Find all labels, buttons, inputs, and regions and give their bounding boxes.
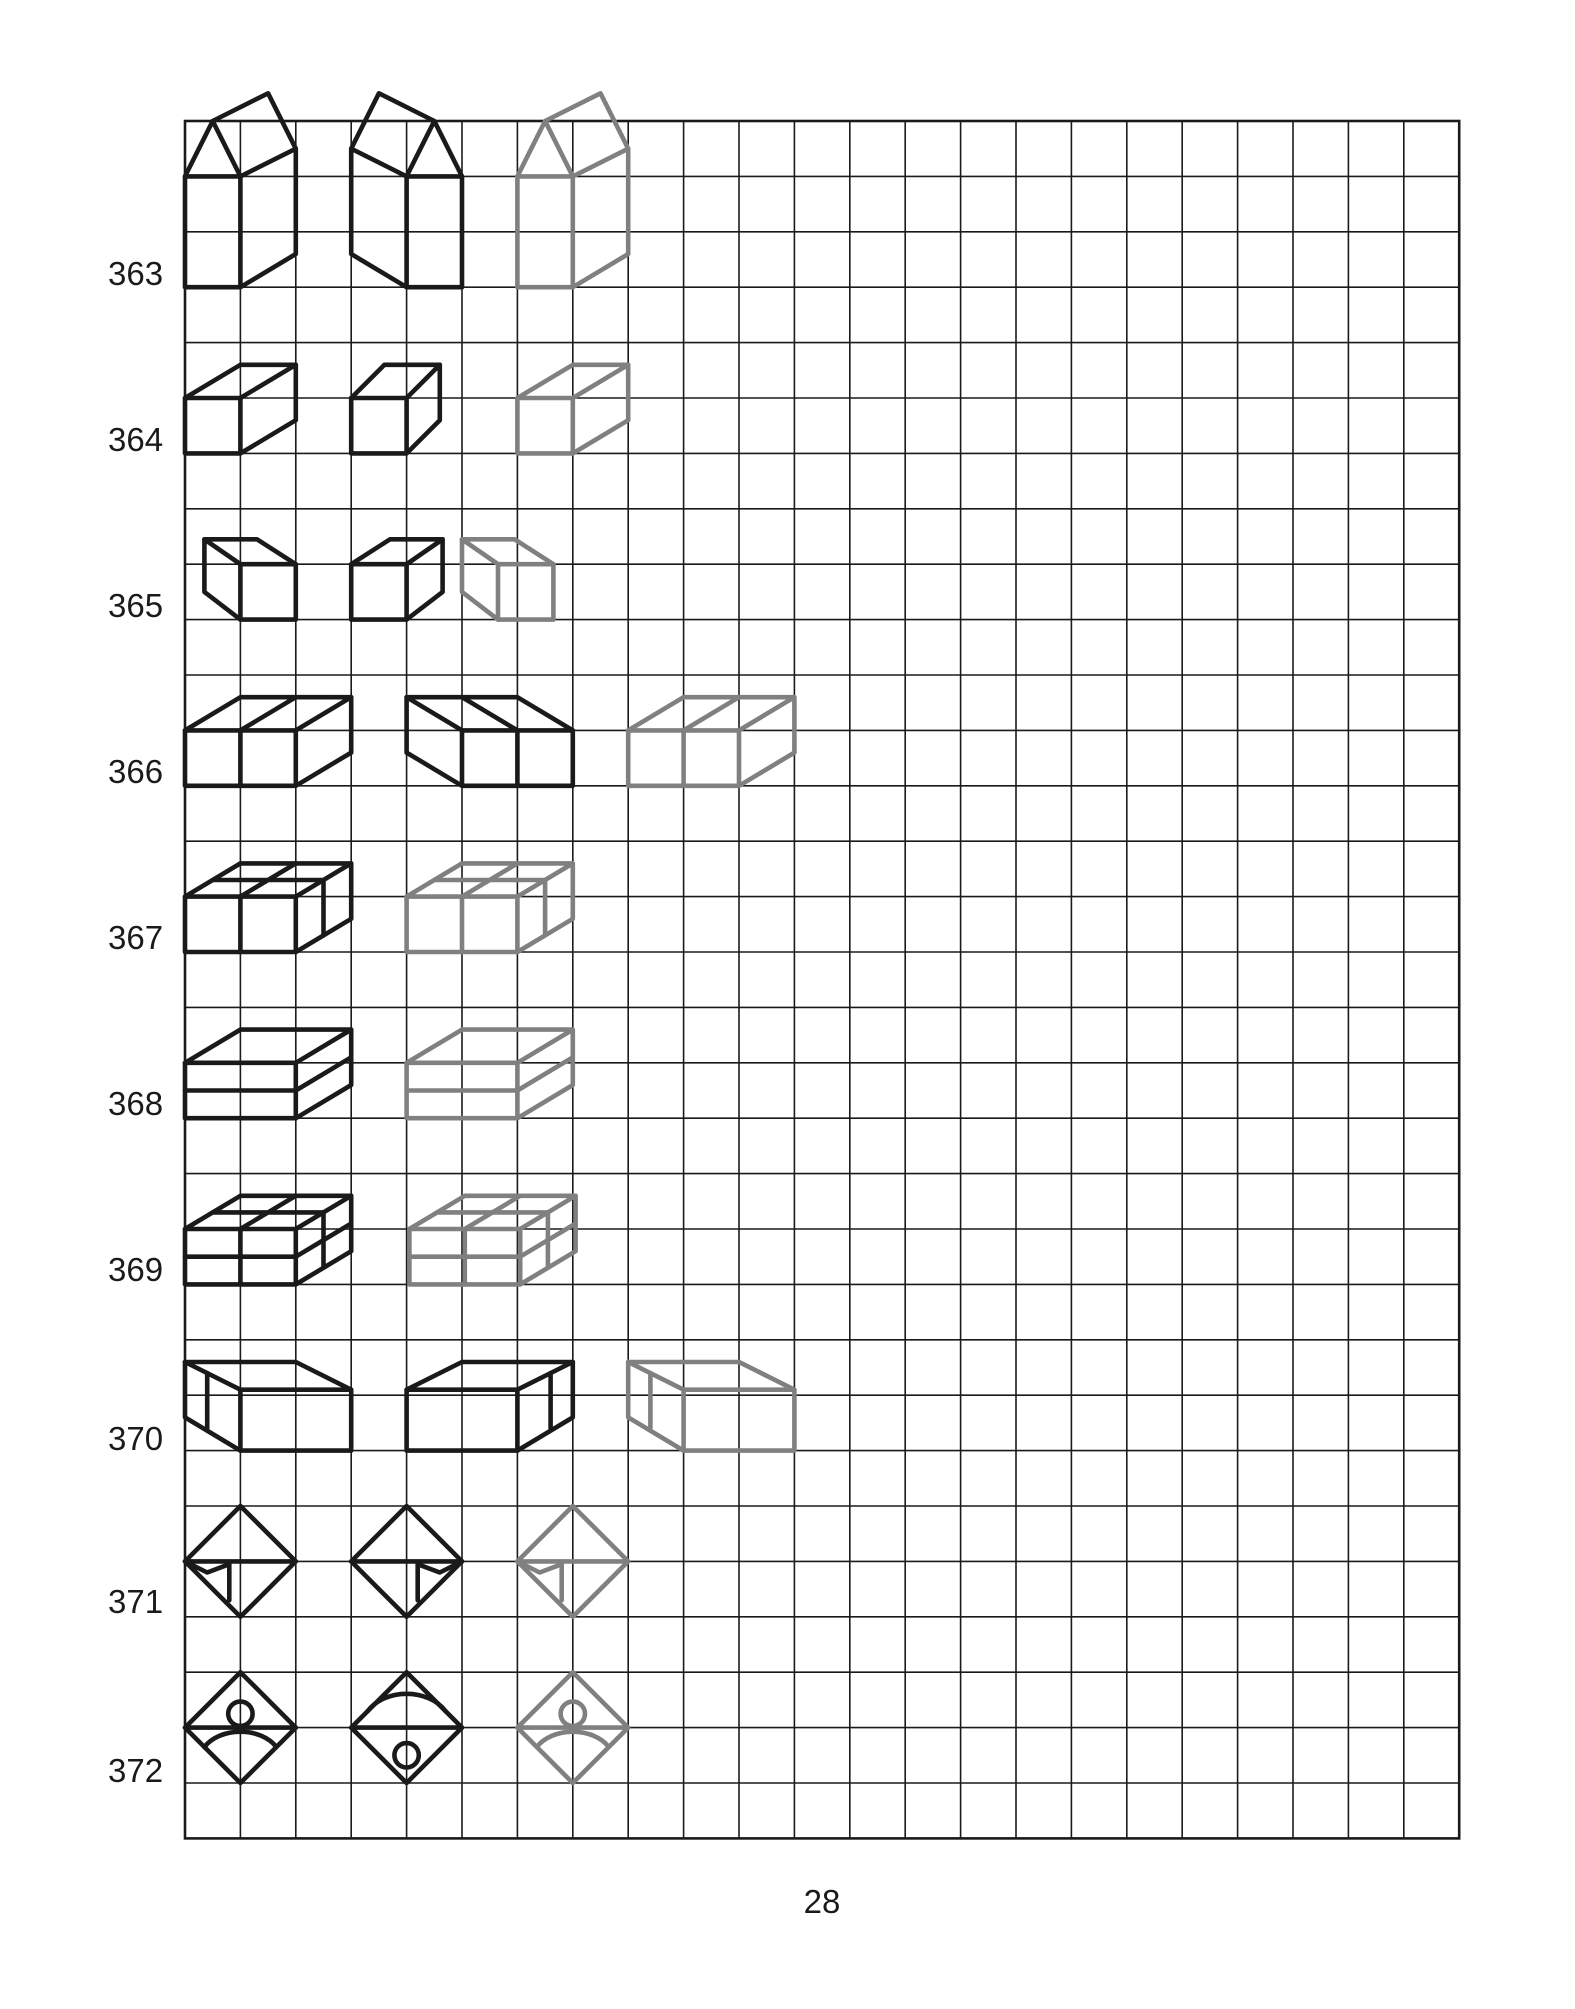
exercise-number-371: 371 — [108, 1583, 164, 1620]
exercise-number-364: 364 — [108, 421, 164, 458]
figure-stroke — [240, 564, 295, 619]
figure-stroke — [628, 1362, 683, 1390]
figure-stroke — [407, 1030, 573, 1063]
figure-368-model — [185, 1030, 351, 1119]
figure-366-trace — [628, 697, 794, 786]
figure-stroke — [462, 697, 517, 730]
figure-367-trace — [407, 863, 573, 952]
figure-stroke — [573, 149, 628, 288]
figure-stroke — [498, 564, 553, 619]
figure-stroke — [351, 564, 406, 619]
figure-stroke — [185, 1362, 240, 1390]
grid-frame — [185, 121, 1459, 1838]
figure-stroke — [185, 121, 240, 176]
figure-stroke — [240, 149, 295, 288]
figure-368-trace — [407, 1030, 573, 1119]
exercise-number-372: 372 — [108, 1752, 164, 1789]
figure-365-model — [204, 539, 295, 619]
exercise-number-366: 366 — [108, 753, 164, 790]
center-dot — [263, 586, 274, 597]
center-dot — [484, 1041, 495, 1052]
figure-stroke — [407, 697, 462, 786]
figure-stroke — [351, 539, 442, 564]
figure-369-trace — [409, 1196, 575, 1285]
figure-stroke — [739, 697, 794, 786]
figure-stroke — [407, 121, 462, 176]
figure-stroke — [517, 1362, 572, 1390]
exercise-number-365: 365 — [108, 587, 164, 624]
figure-stroke — [545, 93, 628, 176]
figure-369-model — [185, 1196, 351, 1285]
figure-stroke — [296, 697, 351, 786]
exercise-number-367: 367 — [108, 919, 164, 956]
figure-stroke — [240, 365, 295, 454]
center-dot — [373, 586, 384, 597]
figure-364-copy — [351, 365, 440, 454]
figure-stroke — [517, 398, 572, 453]
exercise-numbers — [108, 255, 163, 1789]
figure-stroke — [684, 697, 739, 730]
figure-stroke — [204, 539, 295, 564]
center-dot — [263, 1041, 274, 1052]
figure-370-model — [185, 1362, 351, 1451]
figure-366-copy — [407, 697, 573, 786]
figure-stroke — [351, 398, 406, 453]
page-number: 28 — [803, 1883, 841, 1920]
figure-stroke — [351, 149, 406, 288]
exercise-number-369: 369 — [108, 1251, 164, 1288]
figure-stroke — [573, 365, 628, 454]
figures-layer — [185, 93, 794, 1783]
figure-stroke — [351, 93, 434, 176]
figure-stroke — [185, 398, 240, 453]
figure-stroke — [407, 365, 440, 454]
figure-stroke — [351, 365, 440, 398]
figure-stroke — [240, 697, 295, 730]
figure-365-trace — [462, 539, 553, 619]
figure-370-trace — [628, 1362, 794, 1451]
exercise-number-370: 370 — [108, 1420, 164, 1457]
exercise-number-368: 368 — [108, 1085, 164, 1122]
center-dot — [520, 586, 531, 597]
figure-366-model — [185, 697, 351, 786]
figure-365-copy — [351, 539, 442, 619]
exercise-number-363: 363 — [108, 255, 164, 292]
figure-367-model — [185, 863, 351, 952]
graph-paper-grid — [185, 121, 1459, 1838]
figure-stroke — [185, 1030, 351, 1063]
figure-stroke — [517, 121, 572, 176]
figure-370-copy — [407, 1362, 573, 1451]
figure-stroke — [213, 93, 296, 176]
figure-stroke — [462, 539, 553, 564]
